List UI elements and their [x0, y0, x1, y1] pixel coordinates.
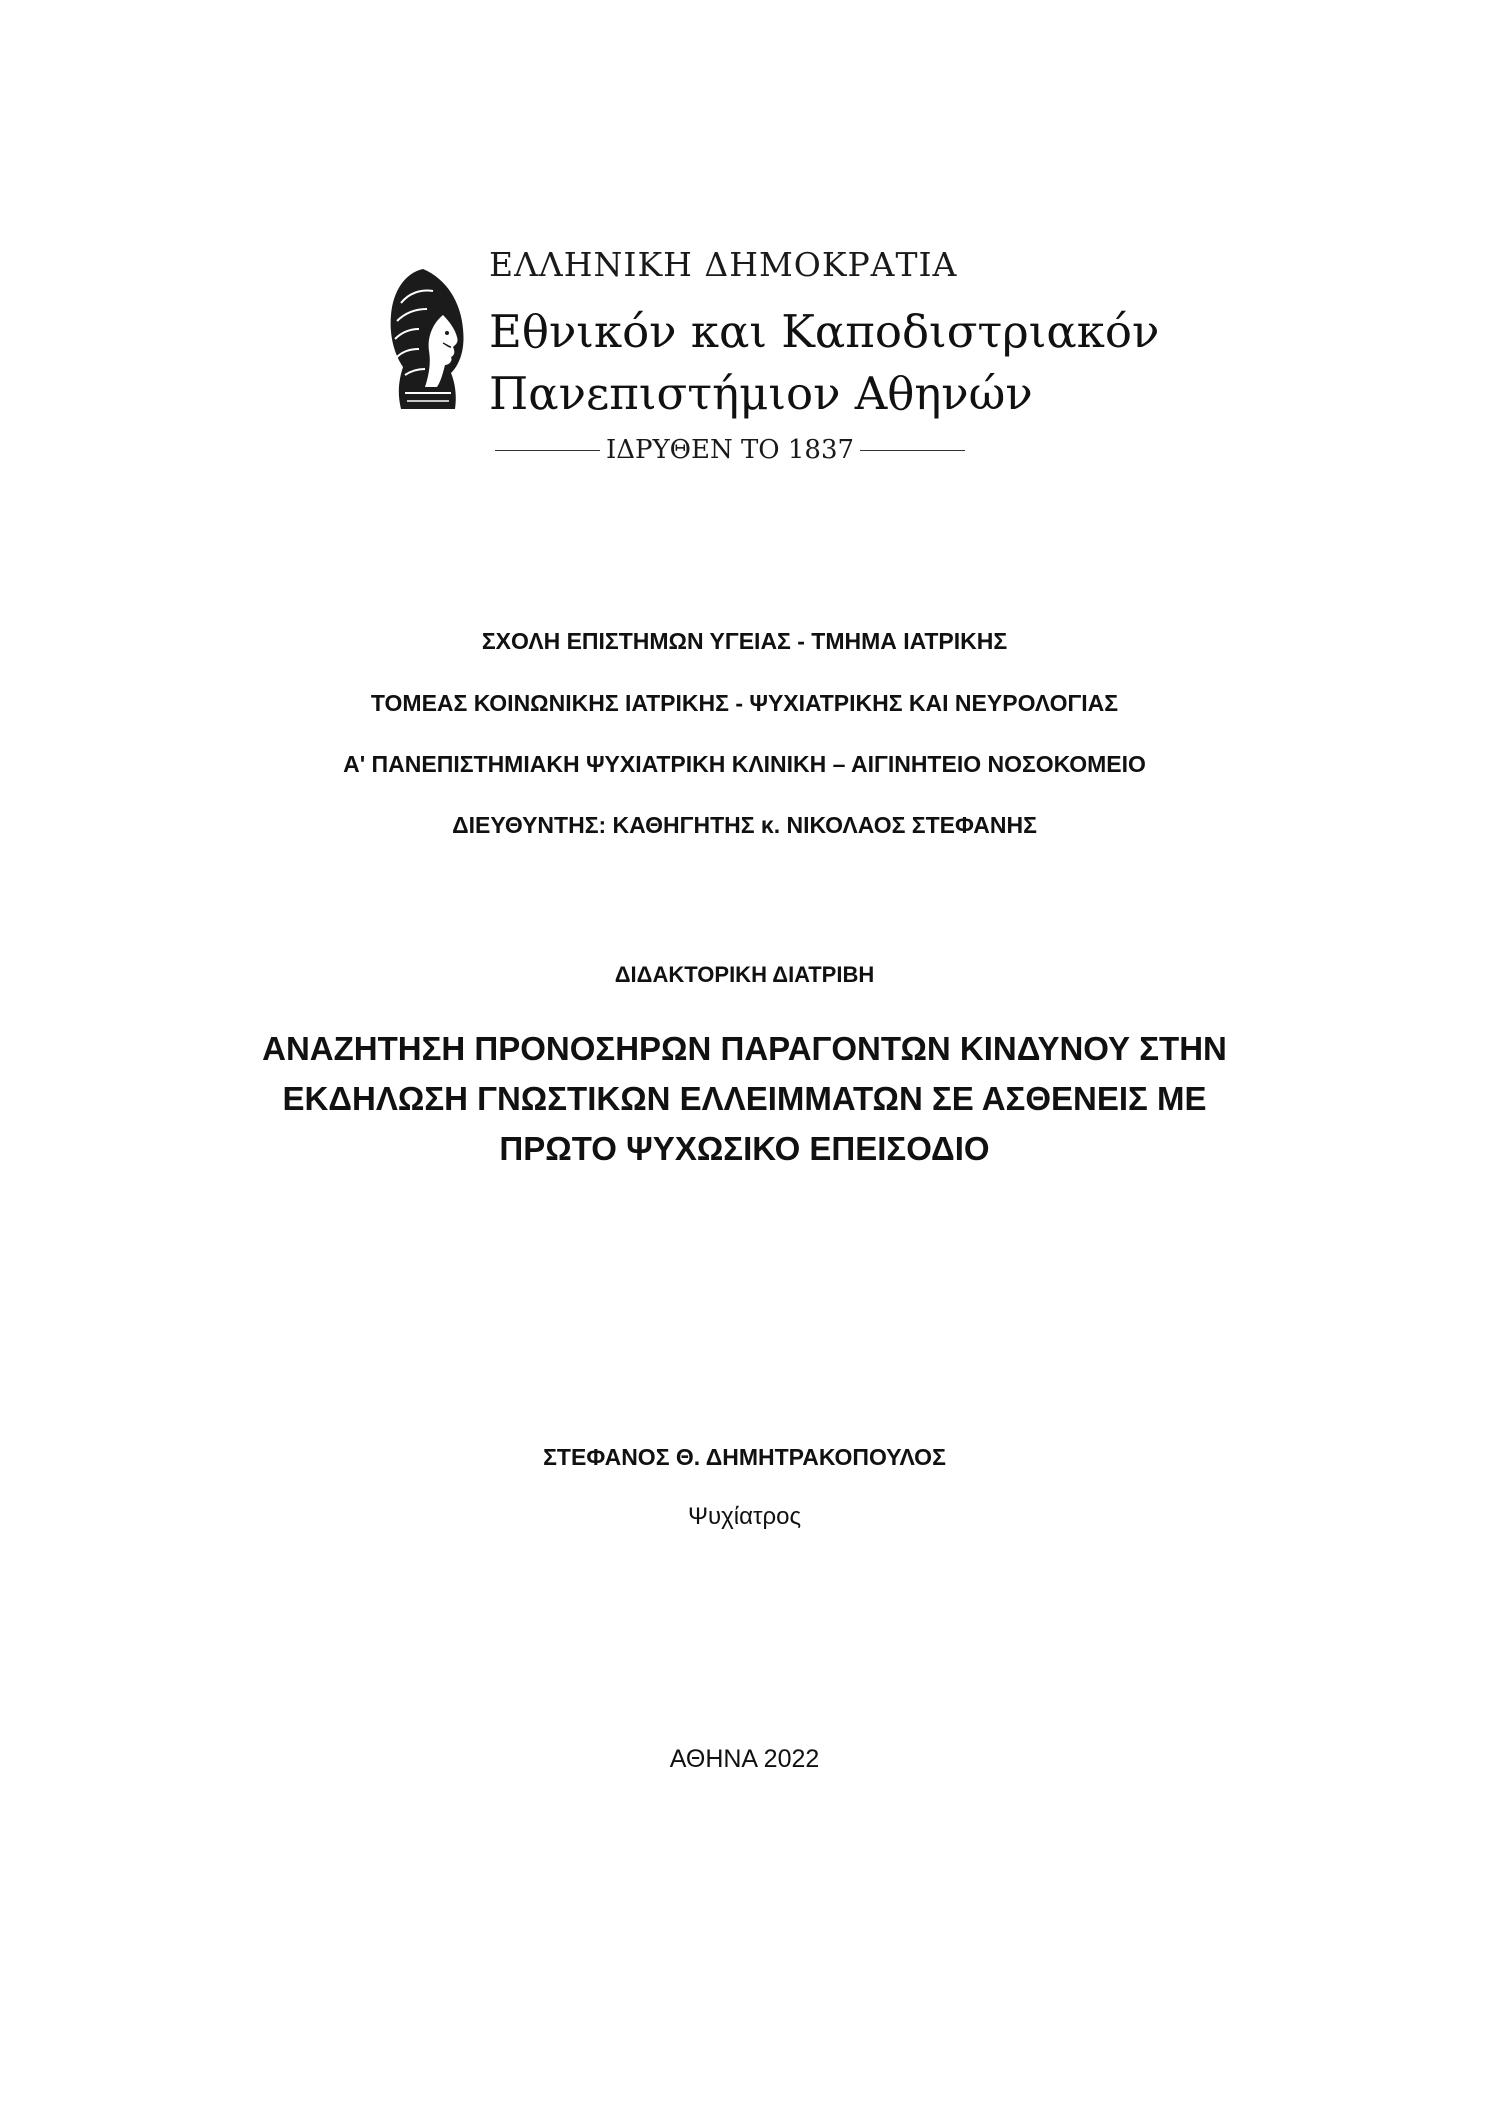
- founded-rule-right: [860, 450, 965, 451]
- logo-country-name: ΕΛΛΗΝΙΚΗ ΔΗΜΟΚΡΑΤΙΑ: [489, 245, 958, 284]
- author-role: Ψυχίατρος: [687, 1503, 802, 1530]
- sector-line: ΤΟΜΕΑΣ ΚΟΙΝΩΝΙΚΗΣ ΙΑΤΡΙΚΗΣ - ΨΥΧΙΑΤΡΙΚΗΣ ΚΑΙ ΝΕΥΡΟΛΟΓΙΑΣ: [370, 690, 1119, 716]
- logo-university-name-line2: Πανεπιστήμιον Αθηνών: [489, 367, 1033, 420]
- athena-head-crest-icon: [385, 263, 471, 413]
- school-line: ΣΧΟΛΗ ΕΠΙΣΤΗΜΩΝ ΥΓΕΙΑΣ - ΤΜΗΜΑ ΙΑΤΡΙΚΗΣ: [481, 628, 1008, 654]
- university-logo: [385, 245, 1160, 475]
- place-year: ΑΘΗΝΑ 2022: [669, 1745, 820, 1773]
- logo-founded-line: [495, 433, 965, 467]
- logo-university-name-line1: Εθνικόν και Καποδιστριακόν: [489, 305, 1160, 358]
- director-line: ΔΙΕΥΘΥΝΤΗΣ: ΚΑΘΗΓΗΤΗΣ κ. ΝΙΚΟΛΑΟΣ ΣΤΕΦΑΝΗΣ: [452, 812, 1037, 838]
- document-type: ΔΙΔΑΚΤΟΡΙΚΗ ΔΙΑΤΡΙΒΗ: [614, 962, 875, 987]
- clinic-line: Α' ΠΑΝΕΠΙΣΤΗΜΙΑΚΗ ΨΥΧΙΑΤΡΙΚΗ ΚΛΙΝΙΚΗ – ΑΙΓΙΝΗΤΕΙΟ ΝΟΣΟΚΟΜΕΙΟ: [343, 751, 1146, 777]
- author-name: ΣΤΕΦΑΝΟΣ Θ. ΔΗΜΗΤΡΑΚΟΠΟΥΛΟΣ: [543, 1444, 946, 1470]
- founded-rule-left: [495, 450, 600, 451]
- thesis-title-line-1: ΑΝΑΖΗΤΗΣΗ ΠΡΟΝΟΣΗΡΩΝ ΠΑΡΑΓΟΝΤΩΝ ΚΙΝΔΥΝΟΥ ΣΤΗΝ: [262, 1030, 1227, 1067]
- thesis-title-line-3: ΠΡΩΤΟ ΨΥΧΩΣΙΚΟ ΕΠΕΙΣΟΔΙΟ: [499, 1130, 990, 1167]
- founded-text: ΙΔΡΥΘΕΝ ΤΟ 1837: [605, 435, 855, 465]
- thesis-title-line-2: ΕΚΔΗΛΩΣΗ ΓΝΩΣΤΙΚΩΝ ΕΛΛΕΙΜΜΑΤΩΝ ΣΕ ΑΣΘΕΝΕΙΣ ΜΕ: [282, 1080, 1207, 1117]
